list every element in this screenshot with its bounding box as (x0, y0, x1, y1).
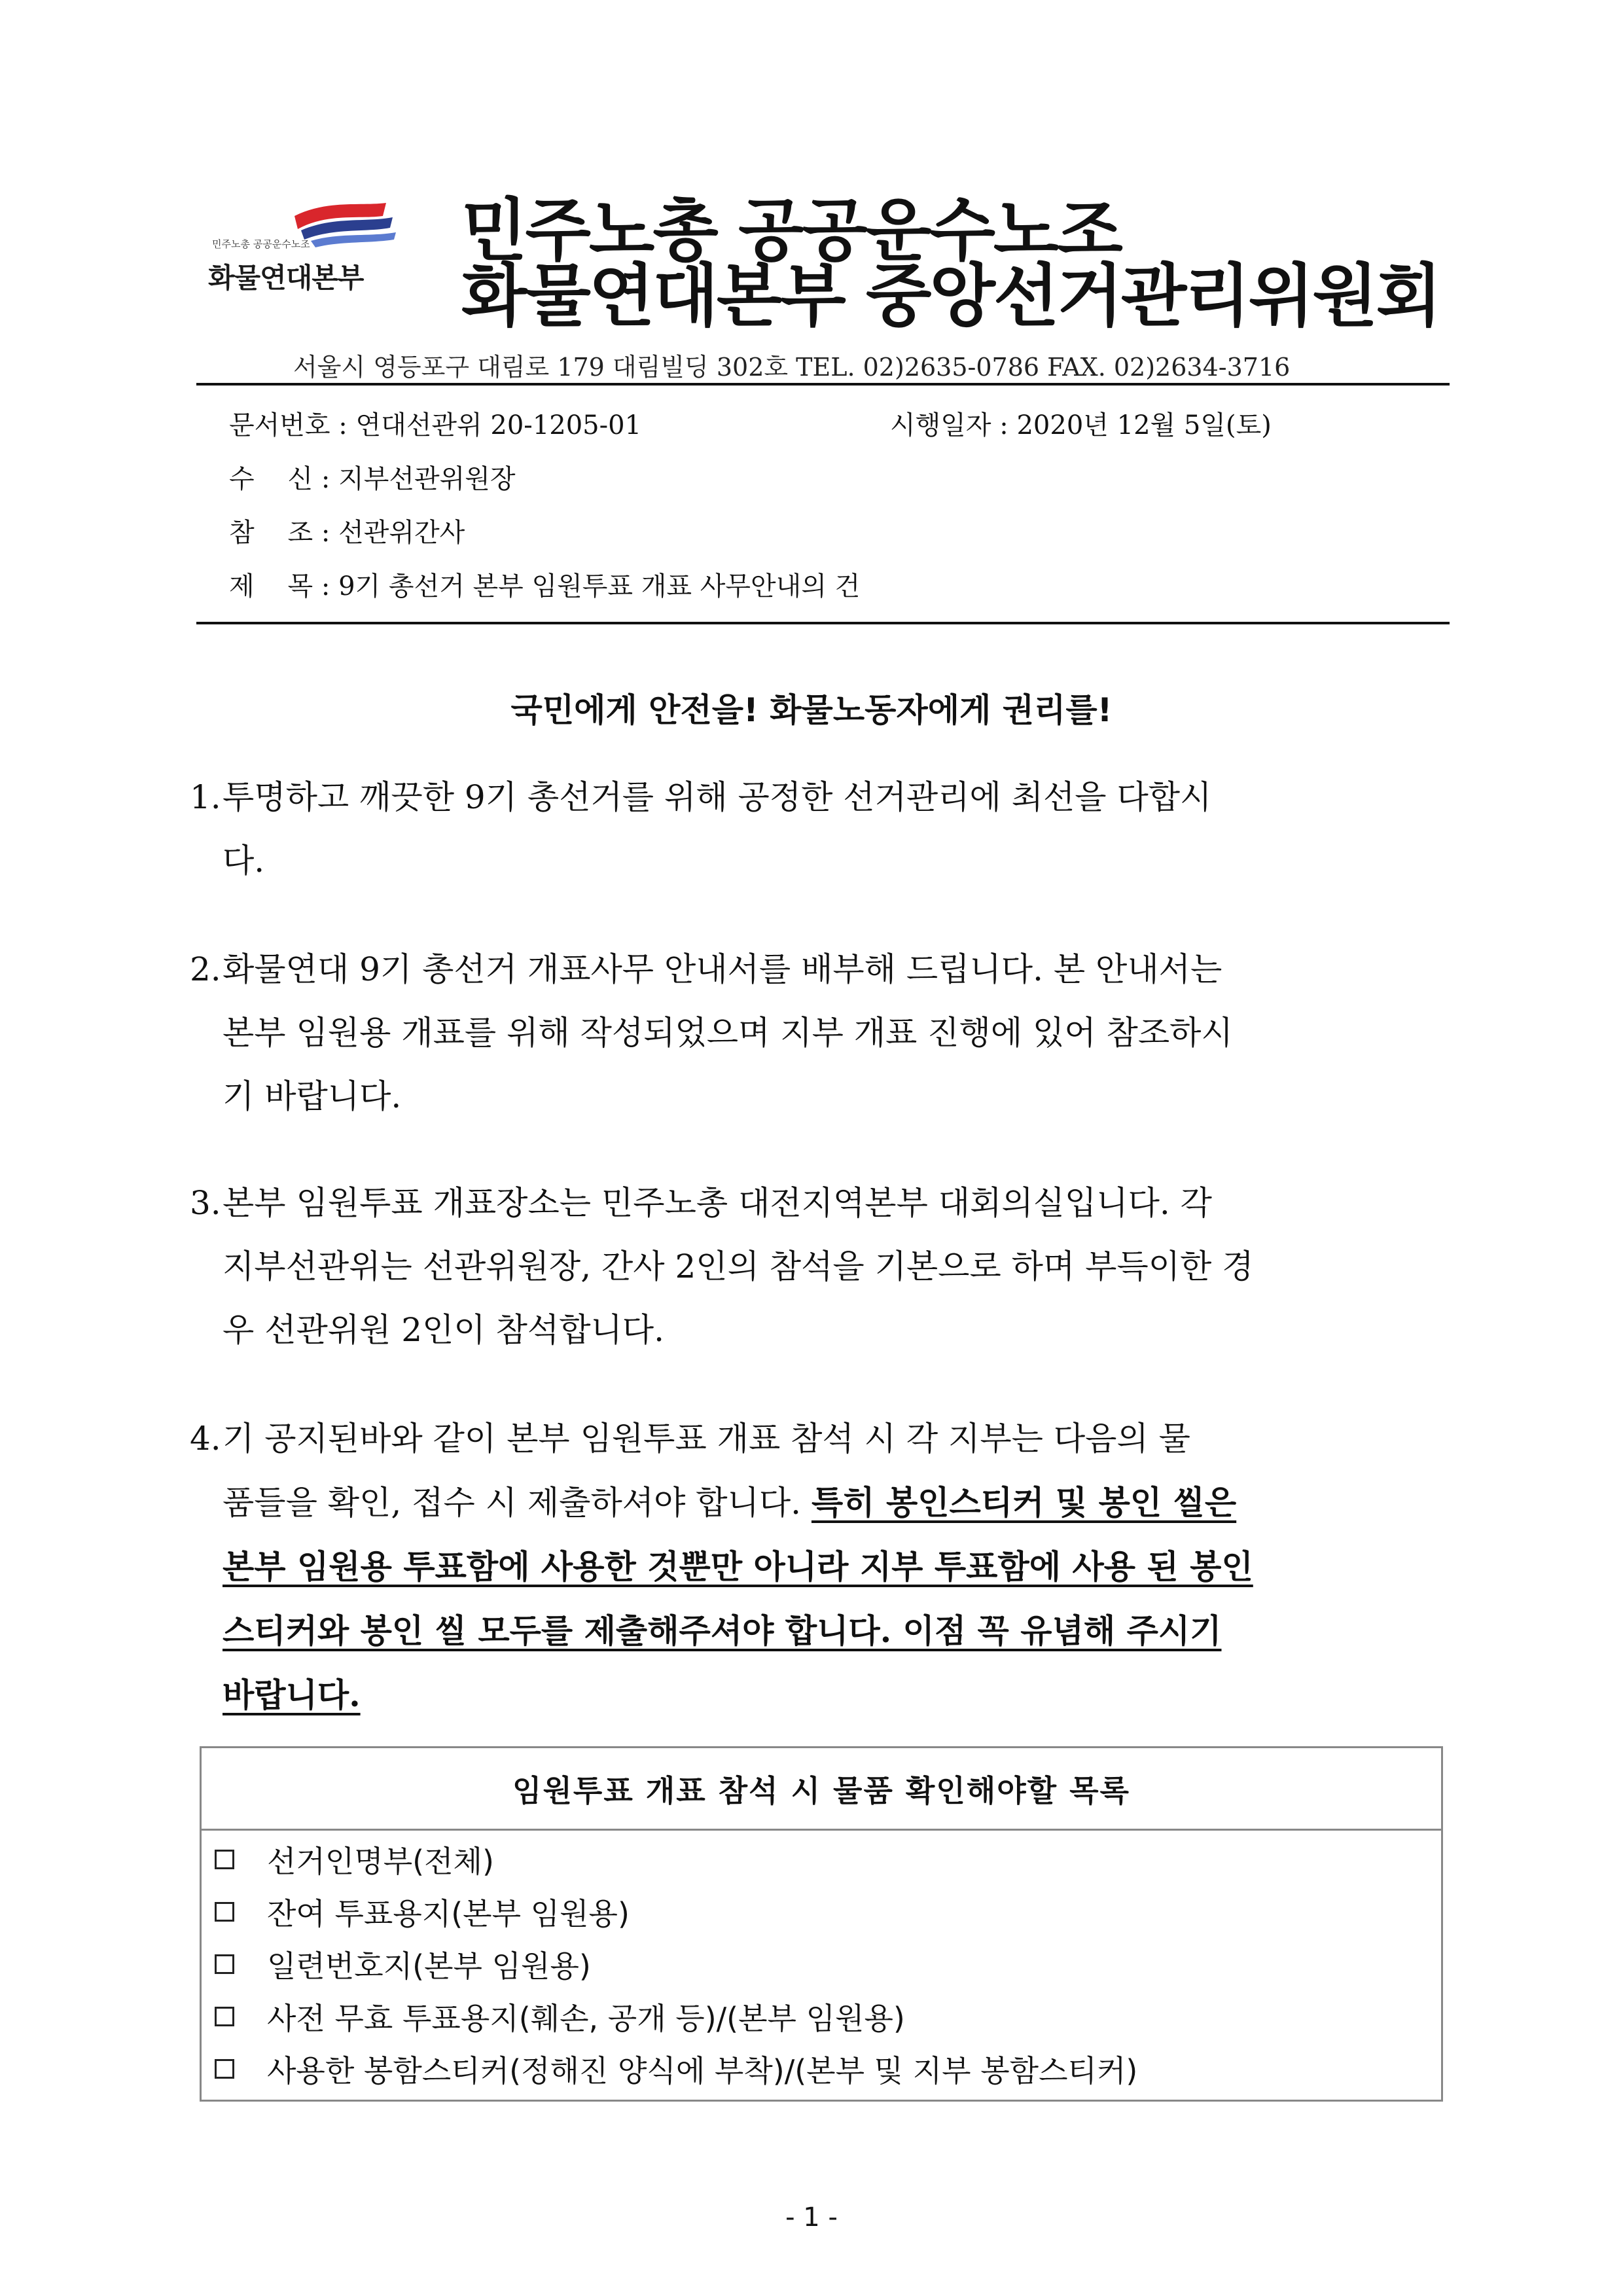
paragraph-4-line2 (190, 1471, 1450, 1535)
checkbox-icon[interactable] (215, 2007, 234, 2026)
paragraph-4-line2-plain: 품들을 확인, 접수 시 제출하셔야 합니다. (223, 1484, 812, 1522)
recipient-value: 지부선관위원장 (338, 464, 516, 494)
checklist-item (215, 1886, 1137, 1938)
paragraph-4-line1: 기 공지된바와 같이 본부 임원투표 개표 참석 시 각 지부는 다음의 물 (223, 1420, 1190, 1458)
slogan: 국민에게 안전을! 화물노동자에게 권리를! (510, 691, 1113, 729)
reference-value: 선관위간사 (338, 518, 465, 548)
doc-number-label: 문서번호 : (229, 410, 348, 440)
logo-big-text: 화물연대본부 (208, 262, 364, 294)
paragraph-3-line2: 지부선관위는 선관위원장, 간사 2인의 참석을 기본으로 하며 부득이한 경 (223, 1247, 1254, 1285)
union-logo (196, 196, 419, 308)
paragraph-2-line1: 화물연대 9기 총선거 개표사무 안내서를 배부해 드립니다. 본 안내서는 (223, 950, 1222, 988)
checkbox-icon[interactable] (215, 1850, 234, 1869)
paragraph-4-line3-wrap (190, 1535, 1450, 1599)
paragraph-4-line4-wrap (190, 1599, 1450, 1663)
paragraph-4-line5: 바랍니다. (223, 1676, 361, 1714)
paragraph-1-number: 1. (190, 778, 221, 816)
paragraph-4-line4: 스티커와 봉인 씰 모두를 제출해주셔야 합니다. 이점 꼭 유념해 주시기 (223, 1611, 1222, 1650)
checklist-box (200, 1746, 1443, 2102)
checklist-item (215, 1833, 1137, 1886)
checklist-items (215, 1833, 1137, 2095)
paragraph-2-line2: 본부 임원용 개표를 위해 작성되었으며 지부 개표 진행에 있어 참조하시 (223, 1014, 1233, 1052)
paragraph-3 (190, 1172, 1450, 1362)
paragraph-4-line5-wrap (190, 1663, 1450, 1727)
checklist-item-label: 선거인명부(전체) (267, 1844, 494, 1879)
recipient-label: 수 신 : (229, 464, 330, 494)
checklist-item (215, 2043, 1137, 2095)
checklist-title: 임원투표 개표 참석 시 물품 확인해야할 목록 (202, 1748, 1441, 1831)
paragraph-4-number: 4. (190, 1420, 221, 1458)
doc-number-value: 연대선관위 20-1205-01 (355, 410, 642, 440)
header-address: 서울시 영등포구 대림로 179 대림빌딩 302호 TEL. 02)2635-0786 FAX. 02)2634-3716 (293, 353, 1291, 382)
checklist-item-label: 사용한 봉함스티커(정해진 양식에 부착)/(본부 및 지부 봉함스티커) (267, 2053, 1138, 2089)
paragraph-3-line3: 우 선관위원 2인이 참석합니다. (223, 1311, 664, 1349)
checklist-item (215, 1938, 1137, 1990)
doc-number-row (229, 404, 641, 442)
checklist-item (215, 1990, 1137, 2043)
reference-row (229, 512, 465, 549)
checkbox-icon[interactable] (215, 1902, 234, 1922)
subject-value: 9기 총선거 본부 임원투표 개표 사무안내의 건 (338, 571, 861, 601)
page-number: - 1 - (785, 2202, 838, 2233)
checkbox-icon[interactable] (215, 1954, 234, 1974)
recipient-row (229, 458, 516, 495)
paragraph-3-number: 3. (190, 1184, 221, 1222)
paragraph-4 (190, 1407, 1450, 1727)
issue-date-row (890, 404, 1272, 442)
reference-label: 참 조 : (229, 518, 330, 548)
paragraph-2-number: 2. (190, 950, 221, 988)
issue-date-value: 2020년 12월 5일(토) (1016, 410, 1272, 440)
checklist-item-label: 일련번호지(본부 임원용) (267, 1948, 591, 1984)
header-rule (196, 383, 1450, 386)
checklist-item-label: 사전 무효 투표용지(훼손, 공개 등)/(본부 임원용) (267, 2001, 905, 2036)
paragraph-1-line1: 투명하고 깨끗한 9기 총선거를 위해 공정한 선거관리에 최선을 다합시 (223, 778, 1212, 816)
paragraph-3-line1: 본부 임원투표 개표장소는 민주노총 대전지역본부 대회의실입니다. 각 (223, 1184, 1212, 1222)
checkbox-icon[interactable] (215, 2059, 234, 2079)
paragraph-1 (190, 766, 1450, 893)
subject-label: 제 목 : (229, 571, 330, 601)
logo-small-text: 민주노총 공공운수노조 (212, 238, 310, 250)
header-title-line1: 민주노총 공공운수노조 (461, 190, 1121, 270)
checklist-item-label: 잔여 투표용지(본부 임원용) (267, 1896, 630, 1931)
subject-row (229, 565, 860, 603)
paragraph-2 (190, 938, 1450, 1128)
paragraph-4-line2-emphasis: 특히 봉인스티커 및 봉인 씰은 (811, 1483, 1237, 1522)
header-title-line2: 화물연대본부 중앙선거관리위원회 (461, 256, 1440, 336)
issue-date-label: 시행일자 : (890, 410, 1008, 440)
paragraph-4-line3: 본부 임원용 투표함에 사용한 것뿐만 아니라 지부 투표함에 사용 된 봉인 (223, 1547, 1253, 1586)
paragraph-1-line2: 다. (223, 842, 265, 880)
paragraph-2-line3: 기 바랍니다. (223, 1077, 402, 1115)
meta-rule (196, 622, 1450, 624)
